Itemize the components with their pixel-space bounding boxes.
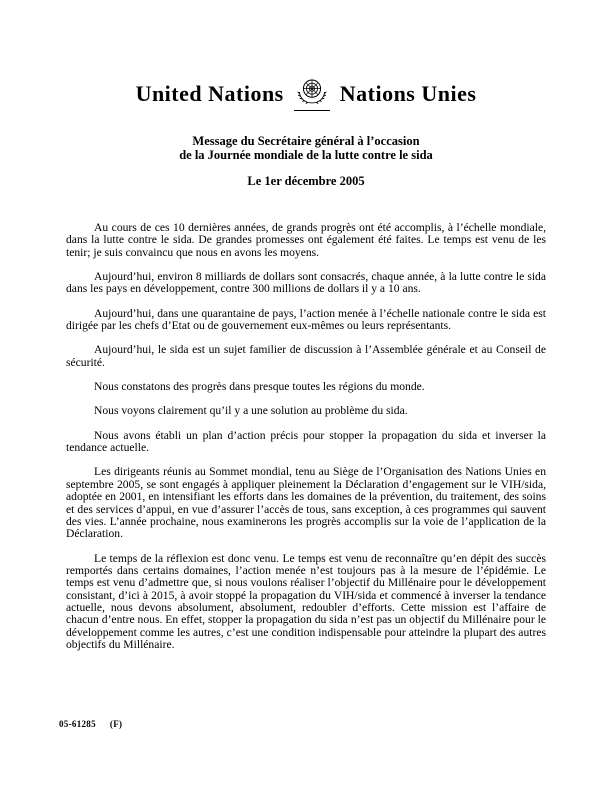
paragraph: Les dirigeants réunis au Sommet mondial, tenu au Siège de l’Organisation des Nations Unies en septembre 2005, se sont engagés à appliquer pleinement la Déclaration d’engagement sur le VIH/sida, adoptée en 2001, en intensifiant les efforts dans les domaines de la prévention, du traitement, des soins et des services d’appui, en vue d’assurer l’accès de tous, sans exception, à ces programmes qui sauvent des vies. L’année prochaine, nous examinerons les progrès accomplis sur la voie de l’application de la Déclaration.: [66, 465, 546, 541]
org-name-english: United Nations: [135, 80, 284, 106]
org-name-french: Nations Unies: [339, 80, 477, 106]
paragraph: Nous constatons des progrès dans presque toutes les régions du monde.: [94, 380, 425, 394]
paragraph: Aujourd’hui, le sida est un sujet familier de discussion à l’Assemblée générale et au Conseil de sécurité.: [66, 343, 546, 369]
emblem-underline: [294, 110, 330, 111]
document-body: [66, 222, 546, 663]
paragraph: Le temps de la réflexion est donc venu. Le temps est venu de reconnaître qu’en dépit des succès remportés dans certains domaines, l’action menée n’est toujours pas à la mesure de l’épidémie. Le temps est venu d’admettre que, si nous voulons réaliser l’objectif du Millénaire pour le développement consistant, d’ici à 2015, à avoir stoppé la propagation du VIH/sida et commencé à inverser la tendance actuelle, nous devons absolument, absolument, redoubler d’efforts. Cette mission est l’affaire de chacun d’entre nous. En effet, stopper la propagation du sida n’est pas un objectif du Millénaire pour le développement comme les autres, c’est une condition indispensable pour atteindre la plupart des autres objectifs du Millénaire.: [66, 551, 546, 651]
paragraph: Aujourd’hui, environ 8 milliards de dollars sont consacrés, chaque année, à la lutte contre le sida dans les pays en développement, contre 300 millions de dollars il y a 10 ans.: [66, 270, 546, 296]
title-line-1: Message du Secrétaire général à l’occasion: [192, 134, 420, 148]
paragraph: Au cours de ces 10 dernières années, de grands progrès ont été accomplis, à l’échelle mondiale, dans la lutte contre le sida. De grandes promesses ont également été faites. Le temps est venu de les tenir; je suis convaincu que nous en avons les moyens.: [66, 221, 546, 259]
document-number: 05-61285: [59, 719, 96, 729]
title-line-2: de la Journée mondiale de la lutte contre le sida: [179, 148, 433, 162]
document-footer: [59, 719, 122, 729]
letterhead: [0, 76, 612, 111]
document-title: [0, 134, 612, 162]
paragraph: Nous avons établi un plan d’action précis pour stopper la propagation du sida et inverser la tendance actuelle.: [66, 428, 546, 455]
document-date: Le 1er décembre 2005: [247, 174, 365, 188]
un-emblem-icon: [294, 76, 330, 111]
language-code: (F): [109, 719, 123, 729]
paragraph: Nous voyons clairement qu’il y a une solution au problème du sida.: [94, 404, 408, 418]
paragraph: Aujourd’hui, dans une quarantaine de pays, l’action menée à l’échelle nationale contre le sida est dirigée par les chefs d’Etat ou de gouvernement eux-mêmes ou leurs représentants.: [66, 306, 546, 333]
